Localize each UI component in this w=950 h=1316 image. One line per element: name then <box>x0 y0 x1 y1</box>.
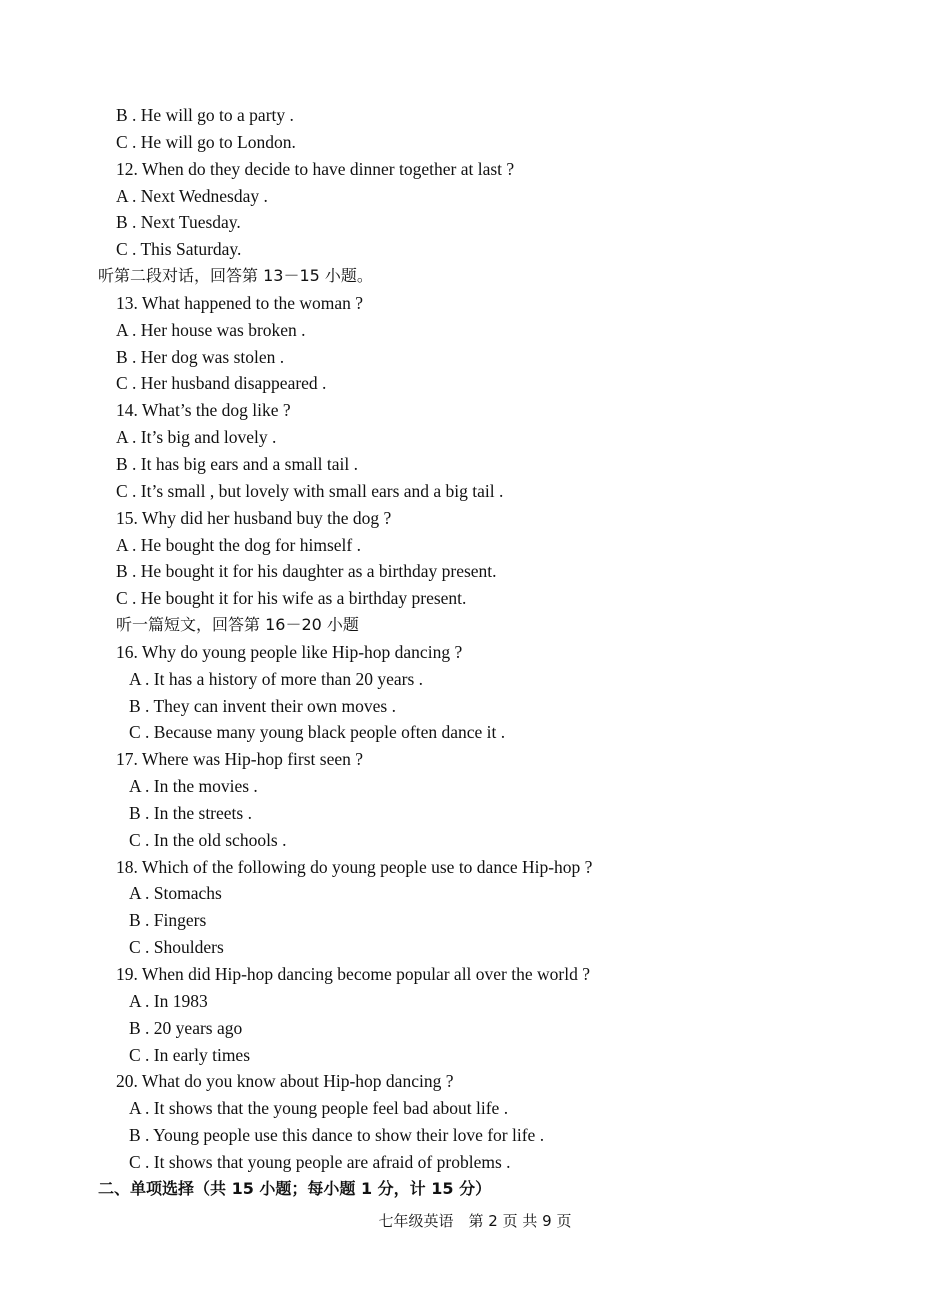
question-line: B . They can invent their own moves . <box>129 695 396 716</box>
question-line: B . He bought it for his daughter as a birthday present. <box>116 561 497 582</box>
question-line: 18. Which of the following do young people use to dance Hip-hop ? <box>116 856 593 877</box>
question-line: A . In the movies . <box>129 776 258 797</box>
question-line: C . Her husband disappeared . <box>116 373 327 394</box>
question-line: B . 20 years ago <box>129 1017 243 1038</box>
question-line: A . It’s big and lovely . <box>116 427 277 448</box>
question-line: B . Her dog was stolen . <box>116 346 285 367</box>
question-line: B . It has big ears and a small tail . <box>116 453 359 474</box>
question-line: C . In the old schools . <box>129 829 287 850</box>
question-line: B . He will go to a party . <box>116 105 294 125</box>
question-line: 20. What do you know about Hip-hop dancing ? <box>116 1071 454 1092</box>
exam-page-content <box>0 102 950 1203</box>
question-line: C . He will go to London. <box>116 131 296 152</box>
question-line: A . Next Wednesday . <box>116 185 268 206</box>
question-line: 12. When do they decide to have dinner together at last ? <box>116 158 515 179</box>
question-line: 16. Why do young people like Hip-hop dancing ? <box>116 641 463 662</box>
question-line: B . Fingers <box>129 910 207 931</box>
question-line: 17. Where was Hip-hop first seen ? <box>116 749 364 770</box>
question-line: C . It’s small , but lovely with small ears and a big tail . <box>116 480 504 501</box>
page-footer: 七年级英语 第 2 页 共 9 页 <box>378 1212 572 1230</box>
question-line: A . It shows that the young people feel bad about life . <box>129 1098 509 1119</box>
question-line: B . Next Tuesday. <box>116 212 241 233</box>
question-line: A . Stomachs <box>129 883 222 904</box>
question-line: A . In 1983 <box>129 990 208 1011</box>
question-line: 15. Why did her husband buy the dog ? <box>116 507 392 528</box>
question-line: 13. What happened to the woman ? <box>116 292 364 313</box>
question-line: C . Because many young black people often dance it . <box>129 722 506 743</box>
section-heading: 二、单项选择（共 15 小题；每小题 1 分，计 15 分） <box>98 1178 492 1198</box>
question-line: B . Young people use this dance to show their love for life . <box>129 1125 545 1146</box>
question-line: C . Shoulders <box>129 937 224 958</box>
question-line: B . In the streets . <box>129 802 252 823</box>
question-line: A . It has a history of more than 20 years . <box>129 668 424 689</box>
question-line: A . Her house was broken . <box>116 319 306 340</box>
question-line: C . This Saturday. <box>116 239 242 260</box>
question-line: C . He bought it for his wife as a birthday present. <box>116 588 467 609</box>
question-line: C . It shows that young people are afraid of problems . <box>129 1151 511 1172</box>
section-instruction: 听第二段对话，回答第 13－15 小题。 <box>98 266 373 286</box>
question-line: 19. When did Hip-hop dancing become popular all over the world ? <box>116 964 590 984</box>
question-line: A . He bought the dog for himself . <box>116 534 361 555</box>
section-instruction: 听一篇短文，回答第 16－20 小题 <box>116 615 359 635</box>
question-line: 14. What’s the dog like ? <box>116 400 291 421</box>
question-line: C . In early times <box>129 1044 251 1065</box>
